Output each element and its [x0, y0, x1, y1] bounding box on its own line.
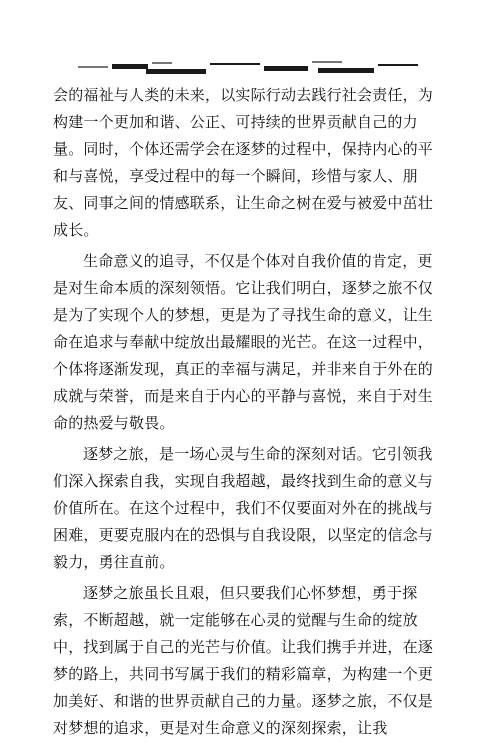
article-body: [53, 82, 447, 746]
paragraph-4: 逐梦之旅虽长且艰，但只要我们心怀梦想，勇于探索，不断超越，就一定能够在心灵的觉醒与生命的绽放中，找到属于自己的光芒与价值。让我们携手并进，在逐梦的路上，共同书写属于我们的精彩篇章，为构建一个更加美好、和谐的世界贡献自己的力量。逐梦之旅，不仅是对梦想的追求，更是对生命意义的深刻探索，让我: [53, 584, 434, 737]
paragraph-1: 会的福祉与人类的未来，以实际行动去践行社会责任，为构建一个更加和谐、公正、可持续的世界贡献自己的力量。同时，个体还需学会在逐梦的过程中，保持内心的平和与喜悦，享受过程中的每一个瞬间，珍惜与家人、朋友、同事之间的情感联系，让生命之树在爱与被爱中茁壮成长。: [53, 86, 434, 239]
scanned-header-artifact: [78, 60, 418, 74]
paragraph-2: 生命意义的追寻，不仅是个体对自我价值的肯定，更是对生命本质的深刻领悟。它让我们明白，逐梦之旅不仅是为了实现个人的梦想，更是为了寻找生命的意义，让生命在追求与奉献中绽放出最耀眼的光芒。在这一过程中，个体将逐渐发现，真正的幸福与满足，并非来自于外在的成就与荣誉，而是来自于内心的平静与喜悦，来自于对生命的热爱与敬畏。: [53, 252, 434, 432]
paragraph-3: 逐梦之旅，是一场心灵与生命的深刻对话。它引领我们深入探索自我，实现自我超越，最终找到生命的意义与价值所在。在这个过程中，我们不仅要面对外在的挑战与困难，更要克服内在的恐惧与自我设限，以坚定的信念与毅力，勇往直前。: [53, 445, 434, 571]
